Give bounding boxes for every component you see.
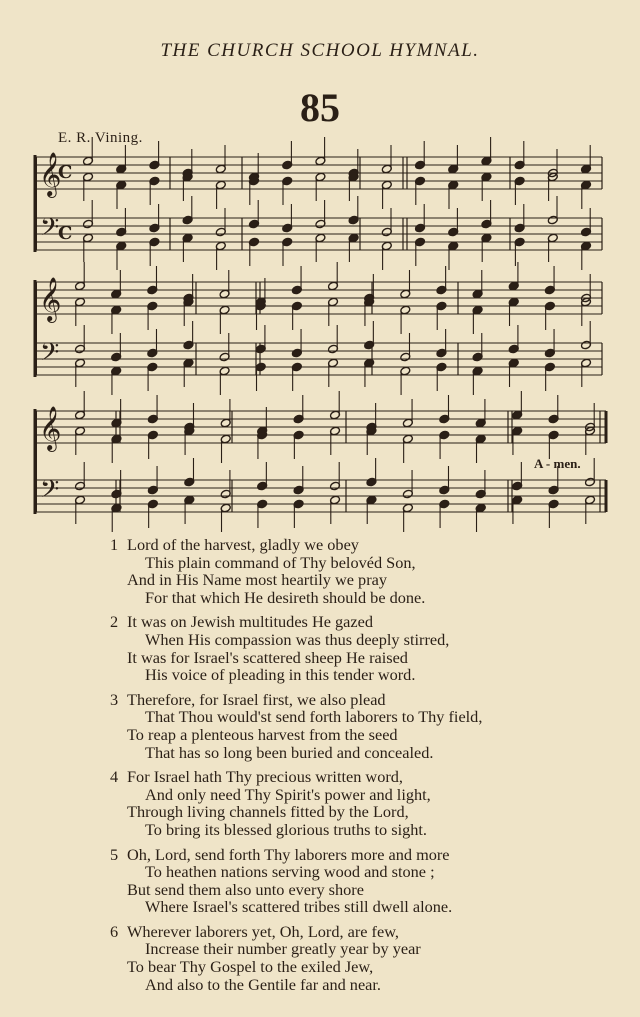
- composer-credit: E. R. Vining.: [58, 130, 143, 146]
- svg-text:𝄢: 𝄢: [40, 338, 60, 373]
- verse-line: [0, 571, 640, 589]
- verse-line: [0, 631, 640, 649]
- verse-line: [0, 744, 640, 762]
- verse-line: [0, 898, 640, 916]
- svg-text:C: C: [58, 162, 73, 183]
- verse-text: To heathen nations serving wood and stone ;: [145, 862, 435, 882]
- verse: [0, 691, 640, 761]
- svg-text:C: C: [58, 223, 73, 244]
- hymn-verses: [0, 536, 640, 1000]
- verse-text: Increase their number greatly year by year: [145, 939, 421, 959]
- verse: [0, 923, 640, 993]
- verse-text: Lord of the harvest, gladly we obey: [127, 535, 359, 554]
- verse-line: [0, 726, 640, 744]
- running-title: THE CHURCH SCHOOL HYMNAL.: [160, 40, 480, 61]
- verse-number: 6: [110, 921, 119, 941]
- svg-text:𝄢: 𝄢: [40, 475, 60, 510]
- verse-text: That has so long been buried and concealed.: [145, 742, 434, 762]
- verse-line: [0, 863, 640, 881]
- verse-line: [0, 958, 640, 976]
- verse-line: [0, 691, 640, 709]
- verse-line: [0, 768, 640, 786]
- amen-label: A - men.: [534, 456, 581, 471]
- verse-number: 5: [110, 844, 119, 864]
- verse-line: [0, 881, 640, 899]
- verse-text: Through living channels fitted by the Lord,: [127, 802, 409, 822]
- verse-text: It was on Jewish multitudes He gazed: [127, 612, 373, 632]
- verse-text: This plain command of Thy belovéd Son,: [145, 552, 416, 572]
- verse-text: For Israel hath Thy precious written word,: [127, 767, 403, 787]
- verse-line: [0, 923, 640, 941]
- verse-text: Where Israel's scattered tribes still dwell alone.: [145, 897, 453, 917]
- verse-line: [0, 940, 640, 958]
- verse-text: Oh, Lord, send forth Thy laborers more and more: [127, 844, 450, 864]
- verse: [0, 536, 640, 606]
- svg-text:𝄢: 𝄢: [40, 213, 60, 248]
- verse-line: [0, 649, 640, 667]
- verse-number: 4: [110, 767, 119, 787]
- verse-number: 3: [110, 689, 119, 709]
- verse-line: [0, 536, 640, 554]
- verse-line: [0, 846, 640, 864]
- svg-text:𝄞: 𝄞: [39, 277, 62, 321]
- verse-text: It was for Israel's scattered sheep He raised: [127, 647, 408, 667]
- verse-line: [0, 554, 640, 572]
- verse: [0, 613, 640, 683]
- svg-text:𝄞: 𝄞: [39, 406, 62, 450]
- verse-number: 1: [110, 535, 119, 554]
- verse-line: [0, 786, 640, 804]
- verse-text: Therefore, for Israel first, we also plead: [127, 689, 386, 709]
- verse-line: [0, 613, 640, 631]
- verse-line: [0, 708, 640, 726]
- verse-line: [0, 666, 640, 684]
- verse-text: And also to the Gentile far and near.: [145, 974, 381, 994]
- svg-text:𝄞: 𝄞: [39, 152, 62, 196]
- hymn-number: 85: [300, 85, 340, 130]
- verse-text: But send them also unto every shore: [127, 879, 364, 899]
- verse-text: Wherever laborers yet, Oh, Lord, are few,: [127, 921, 399, 941]
- verse-text: And in His Name most heartily we pray: [127, 570, 387, 590]
- verse-line: [0, 589, 640, 607]
- verse-text: To bring its blessed glorious truths to sight.: [145, 819, 427, 839]
- verse-text: His voice of pleading in this tender word.: [145, 665, 416, 685]
- verse-line: [0, 821, 640, 839]
- verse-text: That Thou would'st send forth laborers to Thy field,: [145, 707, 483, 727]
- verse-text: To reap a plenteous harvest from the seed: [127, 724, 398, 744]
- verse-text: To bear Thy Gospel to the exiled Jew,: [127, 957, 374, 977]
- verse-number: 2: [110, 612, 119, 632]
- verse: [0, 768, 640, 838]
- verse-text: And only need Thy Spirit's power and light,: [145, 784, 431, 804]
- verse-line: [0, 976, 640, 994]
- verse: [0, 846, 640, 916]
- verse-text: For that which He desireth should be done.: [145, 587, 426, 607]
- verse-line: [0, 803, 640, 821]
- verse-text: When His compassion was thus deeply stirred,: [145, 629, 450, 649]
